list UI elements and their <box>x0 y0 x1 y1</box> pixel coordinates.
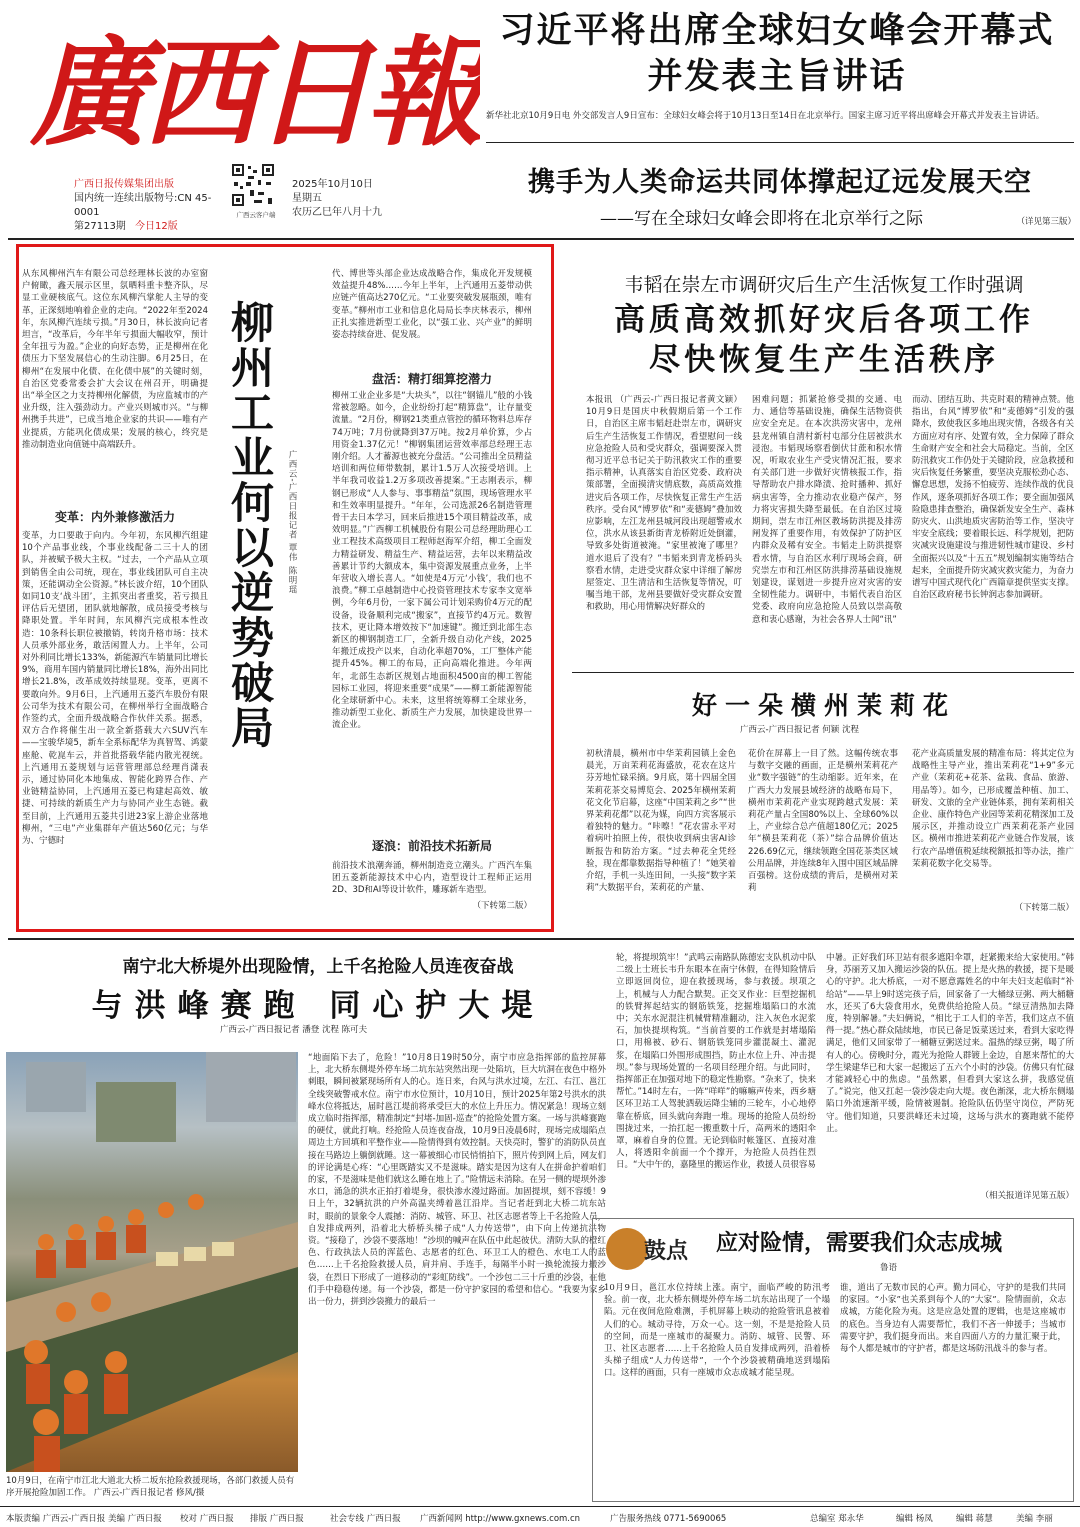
lead-headline-line1: 习近平将出席全球妇女峰会开幕式 <box>499 11 1055 51</box>
commentary-col2: 谁，道出了无数市民的心声。勤力同心，守护的是我们共同的家园。“小家”也关系到每个人的“大家”。险情面前，众志成城，方能化险为夷。这是应急处置的逻辑，也是这座城市的底色。当身边有人需要帮忙，我们不吝一伸援手；当城市需要守护，我们挺身而出。来自四面八方的力量汇聚于此，每个人都是城市的守护者，都是这场防汛战斗的参与者。 <box>840 1283 1066 1355</box>
commentary-label: 鼓点 <box>644 1238 689 1264</box>
feature-col2c: 前沿技术浪潮奔涌，柳州制造竞立潮头。广西汽车集团五菱新能源技术中心内，造型设计工程师正运用2D、3D和AI等设计软件，雕琢新车造型。 <box>332 861 532 896</box>
rescue-col3: 而动、团结互助、共克时艰的精神点赞。他指出，台风“博罗依”和“麦德姆”引发的强降水，致使我区多地出现灾情，各级各有关方面应对有序、处置有效，全力保障了群众生命财产安全和社会大局稳定。当前，全区防汛救灾工作仍处于关键阶段，应急救援和灾后恢复任务繁重，要坚决克服松劲心态、懈怠思想，发扬不怕疲劳、连续作战的优良作风，逐条项抓好各项工作；要全面加强风险隐患排查整治，确保新发安全生产、森林防灾火、山洪地质灾害防治等工作，坚决守牢安全底线；要着眼长远、科学规划，把防灾减灾设施建设与推进韧性城市建设、乡村全面振兴以及“十五五”规划编制实施等结合起来，全面提升防灾减灾救灾能力，为奋力谱写中国式现代化广西篇章提供坚实支撑。自治区政府秘书长钟润志参加调研。 <box>912 395 1074 601</box>
rescue-title[interactable] <box>574 300 1074 380</box>
jasmine-col1: 初秋清晨，横州市中华茉莉园镇上金色晨光，万亩茉莉花海盛放，花农在这片芬芳地忙碌采摘。9月底，第十四届全国茉莉花茶交易博览会、2025年横州茉莉花文化节启幕，这座“中国茉莉之乡”“世界茉莉花都”以花为媒，向四方宾客展示着独特的魅力。“咔嚓！”花农雷永平对着病叶拍照上传，很快收到病虫害AI诊断报告和防治方案。“过去种花全凭经验，现在都靠数据指导种植了！”她笑着介绍，手机一头连田间，一头接“数字茉莉”大数据平台，茉莉花的产量、 <box>586 749 736 894</box>
footer-item: 校对 广西日报 <box>180 1514 234 1524</box>
flood-title[interactable]: 与洪峰赛跑 同心护大堤 <box>91 988 545 1024</box>
commentary-col1: 10月9日，邕江水位持续上涨。南宁，面临严峻的防汛考验。前一夜，北大桥东侧堤外停车场二坑东站出现了一个塌陷。元在夜间危险难测，手机屏幕上映动的抢险管讯息被着人们的心。城动寻待，万众一心。这一刻，不是是抢险人员的空间，而是一座城市的凝聚力。消防、城管、民警、环卫、社区志愿者……上千名抢险人员自发排成两列，沿着桥头梯子组成“人力传送带”，一个个沙袋被精确地送到塌陷口。这样的画面，只有一座城市众志成城才能呈现。 <box>604 1283 830 1379</box>
feature-subhead-3: 逐浪：前沿技术拓新局 <box>371 839 492 853</box>
lunar-date: 农历乙巳年八月十九 <box>292 207 382 218</box>
weekday: 星期五 <box>292 193 322 204</box>
feature-byline: 广西云-广西日报记者 覃伟 陈明瑶 <box>287 450 297 595</box>
footer-item: 编辑 蒋慧 <box>956 1514 993 1524</box>
flood-photo[interactable] <box>6 1052 298 1472</box>
footer-item: 总编室 郑永华 <box>810 1514 864 1524</box>
drum-icon <box>606 1228 648 1270</box>
issue-number: 第27113期 <box>74 221 126 232</box>
divider <box>0 1506 1080 1507</box>
flood-byline: 广西云-广西日报记者 潘登 沈程 陈可夫 <box>220 1025 368 1035</box>
lead-body: 新华社北京10月9日电 外交部发言人9日宣布：全球妇女峰会将于10月13日至14日在北京举行。国家主席习近平将出席峰会开幕式并发表主旨讲话。 <box>486 111 1045 121</box>
rescue-title-line1: 高质高效抓好灾后各项工作 <box>614 302 1034 338</box>
masthead-info-date <box>292 178 412 220</box>
footer <box>0 1510 1080 1527</box>
masthead-info-left <box>74 178 234 234</box>
footer-item: 本版责编 广西云-广西日报 <box>6 1514 106 1524</box>
footer-item: 排版 广西日报 <box>250 1514 304 1524</box>
feature-subhead-1: 变革：内外兼修激活力 <box>54 510 175 524</box>
feature-col2a: 代、博世等头部企业达成战略合作，集成化开发规模效益提升48%……今年上半年，上汽通用五菱带动供应链产值高达270亿元。“工业要突破发展瓶颈，唯有变革。”柳州市工业和信息化局局长李庆林表示，柳州正扎实推进新型工业化，以“强工业、兴产业”的鲜明姿态持续奋进、促发展。 <box>332 269 532 341</box>
page-count: 今日12版 <box>135 221 178 232</box>
flood-col2: 轮，将提坝筑牢！”武鸣云南路队陈德宏支队机动中队二级上士班长韦升东眼本在南宁休假，在得知险情后立即返回岗位，迎在救援现场，参与救援。坝项之上，机械与人力配合默契。正交叉作业：巨型挖掘机的铁臂挥起结实的钢筋铁笼，挖掘堆塌陷口的水流中；关东水泥混注机械臂精准翻动，注入灰色水泥浆石，加快提坝构筑。“当前首要的工作就是封堵塌陷口，用棉被、砂石、钢筋铁笼同步灌混凝土、灌泥浆，在塌陷口外围形成围挡，防止水位上升、冲击提坝。”参与现场处置的一名项目经理介绍。与此同时，指挥部正在加强对地下的稳定性勘察。“杂来了，快来帮忙。”14时左右，一阵“咩咩”的嘛嘛声传来，西乡塘区环卫站工人驾驶洒载运降尘辅的三轮车，小心地停靠在桥底，回头就向奔跑一堆。现场的抢险人员纷纷围拢过来，一抬扛起一搬重数十斤，高两米的透阳伞罩，麻着自身的位置。无论到临时帐篷区、直接对准人，将透阳伞前面一个个撑开，为抢险人员挡住烈日。“大中午的，嘉隆里的搬运作业，救援人员很容易 <box>616 953 816 1171</box>
flood-col1: “地面陷下去了，危险！”10月8日19时50分，南宁市应急指挥部的监控屏幕上，北大桥东侧堤外停车场二坑东站突然出现一处陷坑，巨大坑洞在夜色中格外刺眼，瞬间被紧现场所有人的心。连日来，台风与洪水过境，左江、右江、邕江全线突破警戒水位。南宁市水位预计，10月10日，预计2025年第2号洪水的洪峰水位将抵达，届时邕江堤前将承受巨大的水位上升压力。情况紧急！现场立刻成立临时指挥部，精准制定“封堵-加固-巡查”的抢险处置方案。一场与洪峰赛跑的硬仗，就此打响。经抢险人员连夜奋战，10月9日凌晨6时，现场完成塌陷点周边土方回填和平整作业——险情得到有效控制。天快亮时，警犷的消防队员直接在马路边上躺倒就睡。这一幕被细心市民悄悄拍下，照片传到网上后，网友们的评论满是心疼：“心里既踏实又不是滋味。踏实是因为这有人在拼命护着咱们的家，不是滋味是他们就这么睡在地上了。”险情远未消除。在另一侧的堤坝外渗水口，涌急的洪水正拍打着堤身，很快渗水漫过路面。加固提坝，刻不容缓！9日上午，32辆抗洪的户外高温夹缚着邕江沿岸。当记者赶到北大桥二坑东站时，眼前的景象令人震撼：消防、城管、环卫、社区志愿者等上千名抢险人员，自发排成两列，沿着北大桥桥头梯子成“人力传送带”，由下向上传递抗洪物资。“接稳了，沙袋不要落地！”沙坝的喊声在队伍中此起彼伏。清防大队的橙红色、行政执法人员的浑蓝色、志愿者的红色、环卫工人的橙色、水电工人的蓝色……上千名抢险救援人员，肩并肩、手连手，每隔半小时一换轮流接力搬沙袋，在烈日下形成了一道移动的“彩虹防线”。一个沙包二三十斤重的沙袋，在他们手中稳稳传递。每一个沙袋，都是一份守护家园的希望和信心。“我要为家乡出一份力，拼到沙袋搬力的最后一 <box>308 1053 606 1308</box>
flood-col3: 中暑。正好我们环卫站有很多遮阳伞罩，赶紧搬来给大家使用。”韩身，苏丽芳又加入搬运沙袋的队伍。提上是火热的救援，提下是暖心的守护。北大桥底，一对不愿意露姓名的中年夫妇支起临时“补给站”——早上9时送完孩子后，回家备了一大桶绿豆粥、两大桶糖水，还买了6大袋食用水，免费供给抢险人员。“绿豆清热加去降度，特别解暑。”夫妇俩说，“相比于工人们的辛苦，我们这点不值得一提。”热心群众陆续地，市民已备足饭菜送过来，看到大家吃得满足，他们又回家带了一桶糖豆粥送过来。温热的绿豆粥，喝了所有人的心。傍晚时分，霞光为抢险人群镀上金边，自愿来帮忙的大学生梁建华已和大家一起搬运了五六个小时的沙袋。仿佛只有忙碌才能减轻心中的焦虑。“虽然累，但看到大家这么拼，我感觉值了。”说完，他又扛起一袋沙袋走向大堤。夜色渐深，北大桥东侧塌陷口外流速渐平缓，险情被遏制。抢险队伍仍坚守岗位，严防死守。他们知道，只要洪峰还未过境，这场与洪水的赛跑就不能停止。 <box>826 953 1074 1134</box>
qr-caption: 广西云客户端 <box>236 211 276 219</box>
jasmine-jump[interactable]: （下转第二版） <box>1014 903 1074 913</box>
footer-item: 编辑 杨凤 <box>896 1514 933 1524</box>
jasmine-byline: 广西云-广西日报记者 何颖 沈程 <box>740 725 859 735</box>
feature-jump[interactable]: （下转第二版） <box>472 901 532 911</box>
footer-item: 美编 广西日报 <box>108 1514 162 1524</box>
feature-col1b: 变革，力口要敢于向内。今年初，东风柳汽组建10个产品事业线，个事业线配备二三十人的团队，并被赋予极大主权。“过去，一个产品从立项到销售全由公司统，现在，事业线团队可自主决策，还能调动全公资源。”林长波介绍，10个团队如同10支‘战斗团’，主抓突出者重奖，若亏损且评估后无望团，团队就地解散，成员接受考核与降职处置。半年时间，东风柳汽完成根本性改造：10条科长职位被撤销，转岗升格市场：技术人员承外部业务，敢活闲置人力。上半年，公司对外利同比增长133%，新能源汽车销量同比增长9%，商用车国内销量同比增长18%，海外出同比增长21.8%，改革成效持续显现。变革，更离不要敢向外。9月6日，上汽通用五菱汽车股份有限公司华为技术有限公司，在柳州举行全面战略合作签约式，全面升级战略合作伙伴关系。据悉，双方合作将催生出一款全新搭载大六SUV汽车——宝骏华境5，新车全系标配华为真智驾、鸿蒙座舱、乾崑车云，并首批搭载华能内散光视统。上汽通用五菱规划与运营管理部总经理肖潇表示，通过协同化本地集成、智能化跨界合作、产业链精益协同，上汽通用五菱已构建起高效、敏捷、可持续的新质生产力与协同产业生态链。截至目前，上汽通用五菱共引进23家上游企业落地柳州，“三电”产业集群年产值达560亿元；与华为、宁德时 <box>22 531 208 847</box>
divider <box>8 238 1074 240</box>
jasmine-col2: 花价在屏幕上一目了然。这幅传统农事与数字交融的画面，正是横州茉莉花产业“数字强链”的生动缩影。近年来，在广西大力发展县域经济的战略布局下，横州市茉莉花产业实现跨越式发展：茉莉花产量占全国80%以上、全球60%以上，产业综合总产值超180亿元；2025年“横县茉莉花（茶）”综合品牌价值达226.69亿元，继续领跑全国花茶类区域公用品牌，并连续8年入围中国区域品牌百强榜。这份成绩的背后，是横州对茉莉 <box>748 749 898 894</box>
flood-photo-caption: 10月9日，在南宁市江北大道北大桥二坂东抢险救援现场，各部门救援人员有序开展抢险加固工作。 广西云-广西日报记者 修风/摄 <box>6 1476 295 1498</box>
commentary-title[interactable]: 应对险情，需要我们众志成城 <box>716 1231 1003 1256</box>
divider <box>486 142 1074 143</box>
jasmine-title[interactable]: 好一朵横州茉莉花 <box>691 691 956 720</box>
flood-subtitle: 南宁北大桥堤外出现险情，上千名抢险人员连夜奋战 <box>122 957 514 977</box>
footer-item: 广告服务热线 0771-5690065 <box>610 1514 727 1524</box>
publisher: 广西日报传媒集团出版 <box>74 179 174 190</box>
second-subheadline: ——写在全球妇女峰会即将在北京举行之际 <box>600 209 923 229</box>
second-jump[interactable]: （详见第三版） <box>1016 217 1076 227</box>
rescue-col1: 本报讯 （广西云-广西日报记者黄文颖）10月9日是国庆中秋假期后第一个工作日，自治区主席韦韬赶赴崇左市，调研灾后生产生活恢复工作情况，看望慰问一线应急抢险人员和受灾群众，强调要深入贯彻习近平总书记关于防汛救灾工作的重要指示精神，认真落实自治区党委、政府决策部署，全面摸清灾情底数，高质高效推进灾后各项工作，尽快恢复正常生产生活秩序。受台风“博罗依”和“麦德姆”叠加效应影响，左江龙州县城河段出现超警戒水位，洪水从该县新街青龙桥附近处倒灌，导致多处街道被淹。“家里被淹了哪里？道水退后了没有？”韦韬来到青龙桥码头察看水情，走进受灾群众家中详细了解房屋签定、卫生清洁和生活恢复等情况，叮嘱当地干部，龙州县要做好受灾群众安置和救助，用心用情解决好群众的 <box>586 395 742 613</box>
footer-item: 美编 李丽 <box>1016 1514 1053 1524</box>
feature-intro: 从东风柳州汽车有限公司总经理林长波的办室窗户俯瞰，鑫天展示区里，氛晒料重卡整齐队，尽显工业硬核底气。这位东风柳汽掌舵人主导的变革，正深刻地响着企业的走向。“2022年至2024年，东风柳汽连续亏损。”月30日，林长波向记者坦言，“改革后，今年半年亏损面大幅收窄，预计全年扭亏为盈。”企业的向好态势，正是柳州在化债压力下坚发展信心的生动注脚。6月25日，在柳州“在发展中化债、在化债中展”的关键时刻，自治区党委常委会扩大会议在州召开，明确提出“举全区之力支持柳州化解债，为应监城市的产业升级，注入强劲动力。产业兴则城市兴。“与柳州携手共进”，已成当地企业家的共识——唯有产业提质，方能巩化债成果；发展的核心，终究是推动制造业向值链中高端跃升。 <box>22 269 208 450</box>
cn-number: 国内统一连续出版物号:CN 45-0001 <box>74 193 212 218</box>
feature-title[interactable]: 柳州工业何以逆势破局 <box>224 300 274 750</box>
lead-headline[interactable] <box>482 8 1072 100</box>
flood-jump[interactable]: （相关报道详见第五版） <box>980 1191 1074 1201</box>
feature-subhead-2: 盘活：精打细算挖潜力 <box>371 372 492 386</box>
rescue-title-line2: 尽快恢复生产生活秩序 <box>649 342 999 378</box>
divider <box>572 672 1074 673</box>
divider <box>8 938 1074 940</box>
lead-headline-line2: 并发表主旨讲话 <box>647 57 907 97</box>
feature-col2b: 柳州工业企业多是“大块头”，以往“钢锚儿”般的小钱常被忽略。如今，企业纷纷打起“精算盘”，让存量变流量。“2月份，柳钢21类重点管控的循环物料总库存74万吨；7月份就降到37万吨。按2月单价算，少占用资金1.37亿元！”柳钢集团运营效率部总经理王志刚介绍。人才蓄源也被充分盘活。“公司推出全员精益培训和两位师带数制，累计1.5万人次接受培训。上半年我司收益1.2万多项改善提案。”王志刚表示，柳钢已形成“人人参与、事事精益”氛围，现场管理水平和生效率明显提升。“年年，公司选派26名制造管理骨干去日本学习，回来后推进15个项目精益改革，成效明显。”广西柳工机械股份有限公司总经理助理心工业工程技术高级项目工程师赵海军介绍，柳工全面发力精益研发、精益生产、精益运营，去年以来精益改善累计节约大额成本，集中资源发展重点业务，上半年营收入增长喜人。“如使是4万元‘小钱’，我们也不浪费。”柳工卓越制造中心投资管理技术专家李文宽举例，今年6月份，一家下属公司计划采购价4万元的配设备，设备顺利完成“搬家”，直接节约4万元。数智技术，更让降本增效按下“加速键”。搬迁到北部生态新区的柳钢制造工厂，全新升级自动化产线，2025年搬迁成投产以来，自动化率超70%，工厂整体产能提升45%。柳工的布局，正向高端化推进。今年两年，北部生态新区规划占地面积4500亩的柳工智能园标工业园，将迎来重要“成果”——柳工新能源智能化全球研新中心。未来，这里将统筹柳工全球业务，推动新型工业化、新质生产力发展，加快建设世界一流企业。 <box>332 391 532 731</box>
footer-item: 社会专线 广西日报 <box>330 1514 401 1524</box>
footer-item: 广西新闻网 http://www.gxnews.com.cn <box>420 1514 581 1524</box>
commentary-author: 鲁语 <box>880 1263 898 1273</box>
rescue-col2: 困难问题；抓紧抢修受损的交通、电力、通信等基础设施，确保生活物资供应安全充足。在本次洪涝灾害中，龙州县龙州镇自清村新村屯部分住居被洪水浸泡。韦韬现场察看倒伏甘蔗和积水情况，听取农业生产受灾情况汇报，要求有关部门进一步做好灾情核报工作，指导帮助农户排水降渍、抢时播种、抓好病虫害等，全力推动农业稳产保产，努力将灾害损失降至最低。在自治区过境期间，崇左市江州区教场防洪提及排涝闸发挥了重要作用，有效保护了防护区内群众及稀有安全。韦韬走上防洪提察看水情，与自治区水利厅现场会商，研究崇左市和江州区防洪排涝基础设施规划建设，谋划进一步提升应对灾害的安全韧性能力。调研中，韦韬代表自治区党委、政府向应急抢险人员致以崇高敬意和衷心感谢，为社会各界人士闻“讯” <box>752 395 902 625</box>
rescue-subtitle: 韦韬在崇左市调研灾后生产生活恢复工作时强调 <box>624 274 1024 296</box>
qr-code[interactable] <box>230 162 276 208</box>
jasmine-col3: 花产业高质量发展的精准布局：将其定位为战略性主导产业，推出茉莉花“1+9”多元产业（茉莉花+花茶、盆栽、食品、旅游、用品等）。如今，已形成覆盖种植、加工、研发、文旅的全产业链体系，拥有茉莉相关企业、康作特色产业园等茉莉花精深加工及展示区，并推动设立广西茉莉花茶产业园区。横州市推进茉莉花产业链合作发展，该行农产品增值税延续税额抵扣等办法，推广茉莉花数字化交易等。 <box>912 749 1074 869</box>
issue-date: 2025年10月10日 <box>292 179 373 190</box>
second-headline[interactable]: 携手为人类命运共同体撑起辽远发展天空 <box>528 167 1032 198</box>
masthead-logo: 廣西日報 <box>30 23 479 162</box>
